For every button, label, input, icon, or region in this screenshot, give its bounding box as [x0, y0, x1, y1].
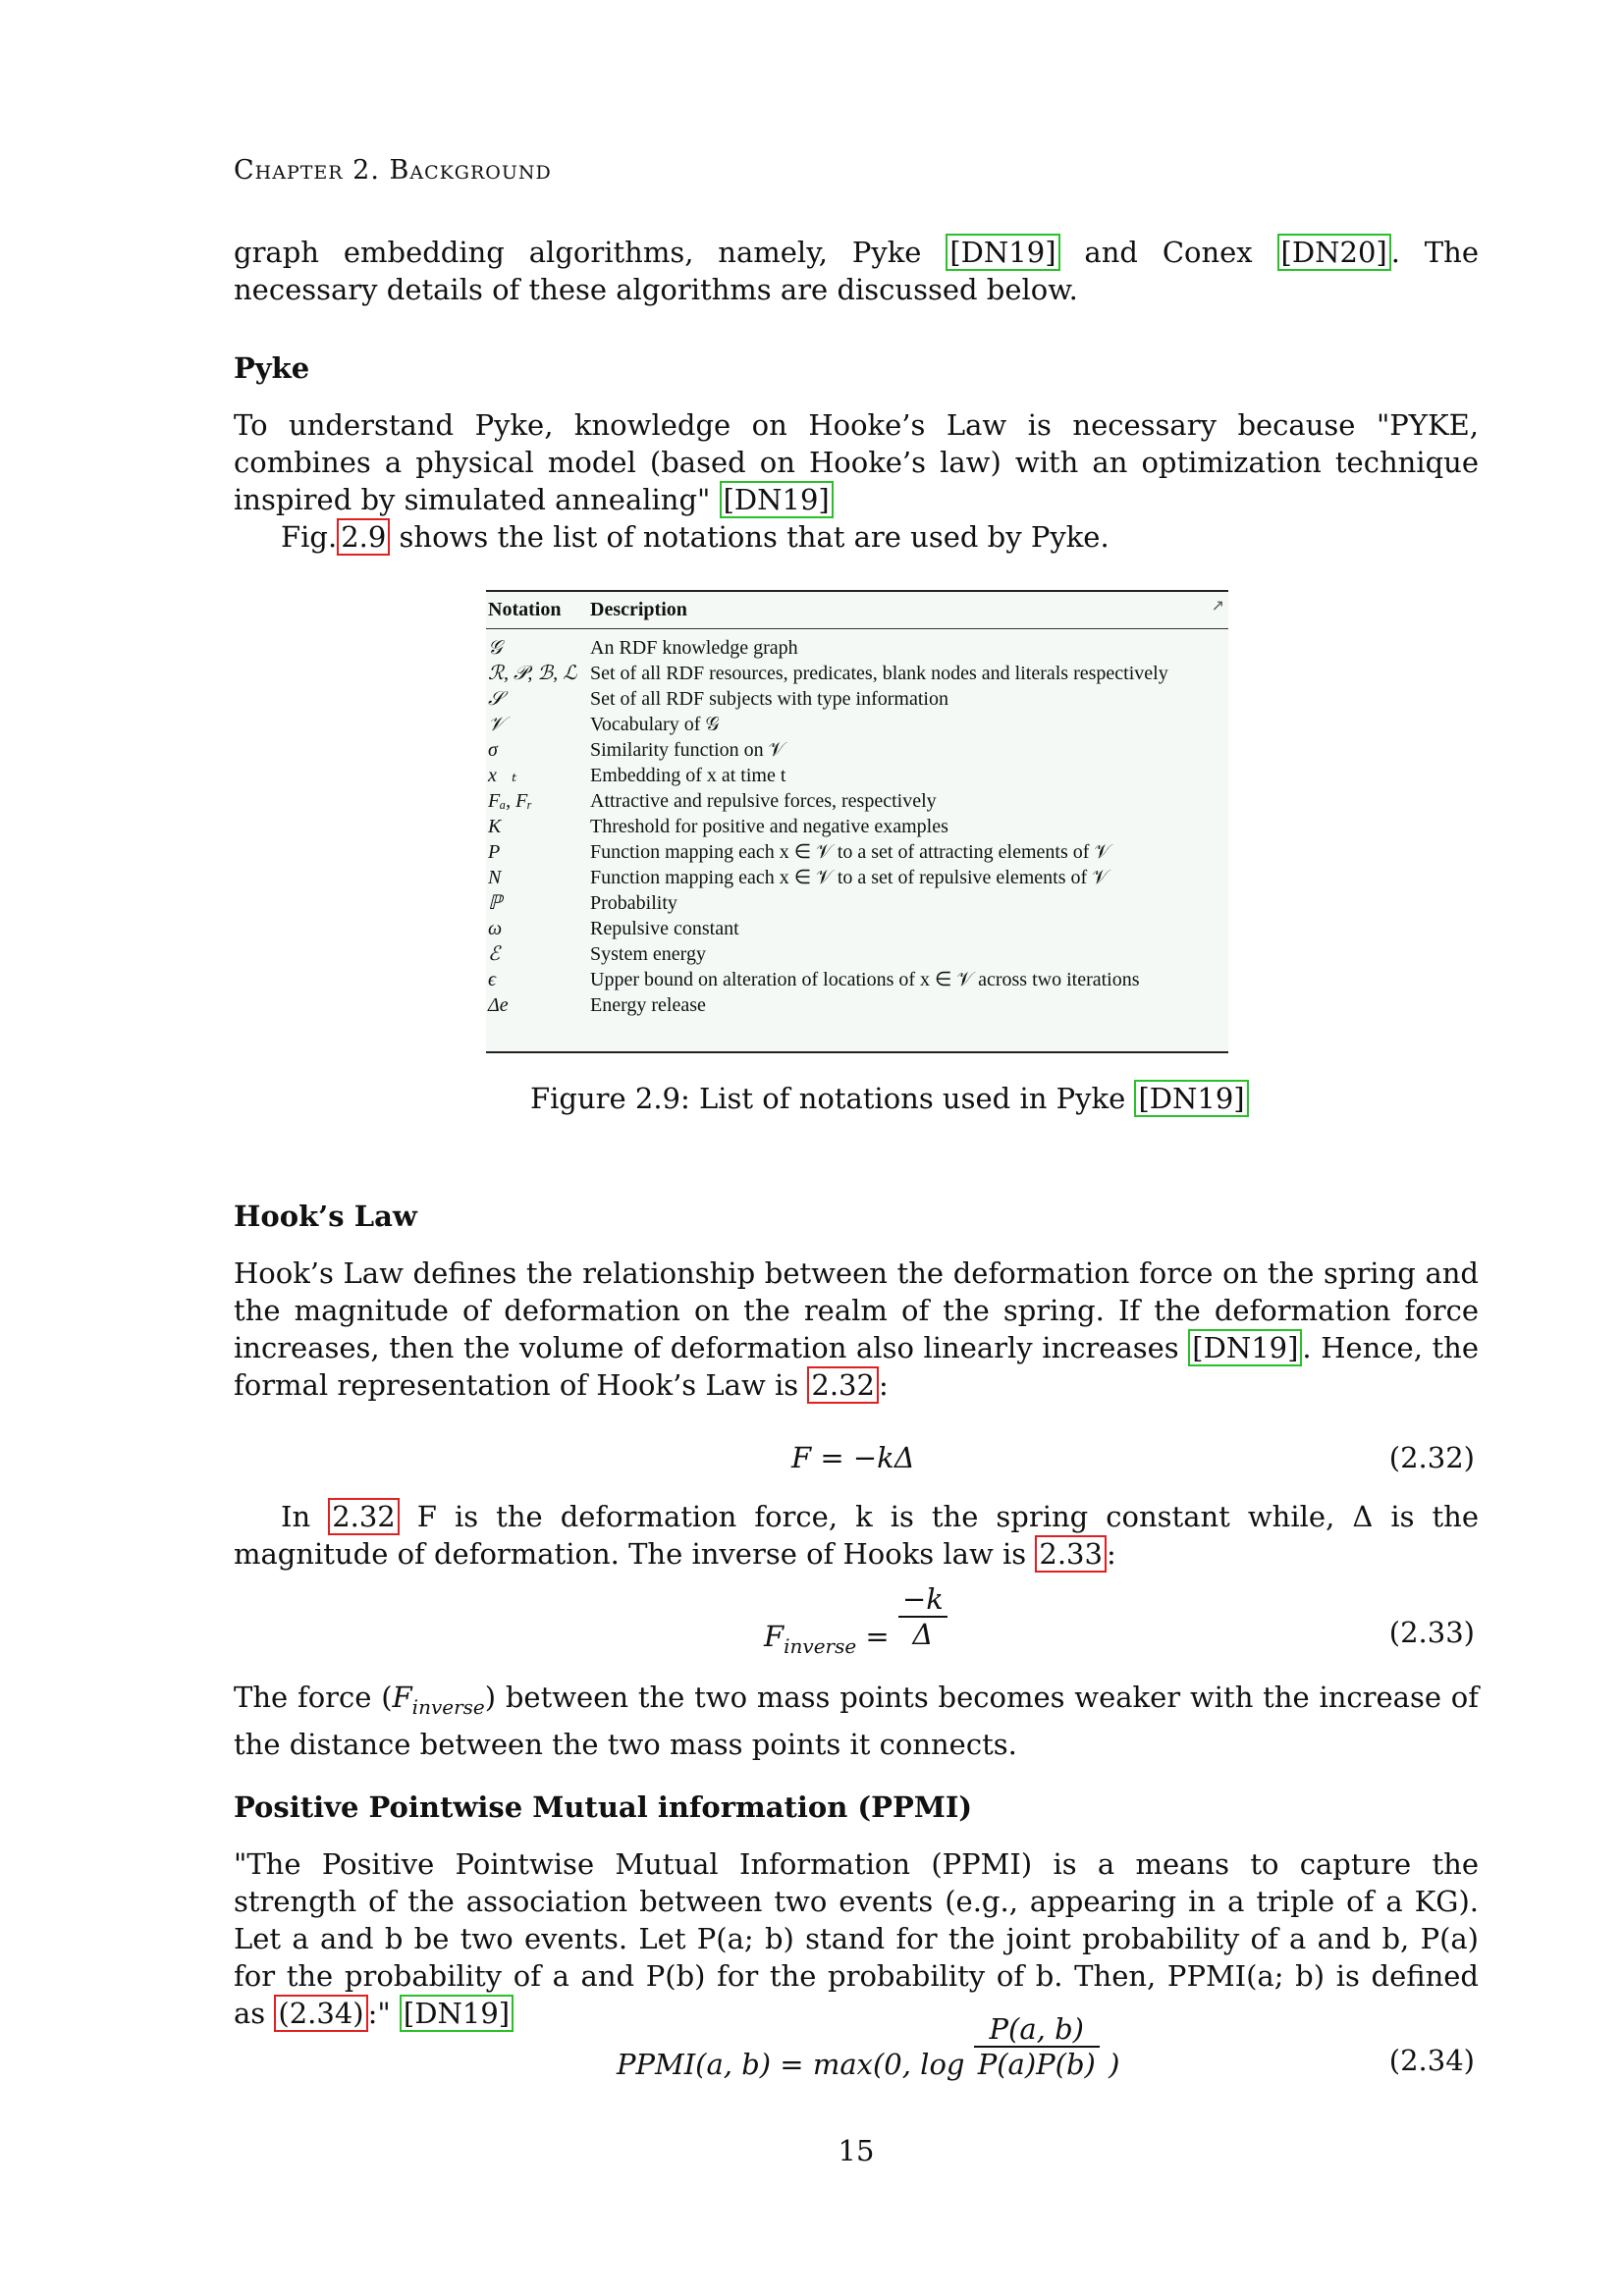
citation-dn19[interactable]: [DN19]	[946, 234, 1059, 271]
notation-cell: ϵ	[488, 969, 497, 990]
description-cell: Attractive and repulsive forces, respectively	[590, 790, 937, 812]
notation-cell: 𝒢	[488, 637, 503, 659]
citation-dn20[interactable]: [DN20]	[1277, 234, 1391, 271]
description-cell: An RDF knowledge graph	[590, 637, 798, 659]
description-cell: Embedding of x at time t	[590, 765, 786, 786]
figure-ref-2-9[interactable]: 2.9	[337, 518, 390, 556]
eq-sub: inverse	[784, 1633, 857, 1658]
page-number: 15	[838, 2134, 875, 2167]
table-row	[486, 814, 1228, 839]
table-row	[486, 967, 1228, 992]
eq-denominator: Δ	[912, 1618, 934, 1651]
intro-text-a: graph embedding algorithms, namely, Pyke	[234, 236, 947, 269]
section-heading-ppmi	[234, 1790, 1479, 1824]
description-cell: System energy	[590, 943, 706, 965]
notation-cell: 𝒱	[488, 714, 505, 735]
description-cell: Probability	[590, 892, 677, 914]
notation-cell: ℛ, 𝒫, ℬ, ℒ	[488, 663, 577, 684]
hooke-text-c: :	[878, 1368, 889, 1402]
description-cell: Function mapping each x ∈ 𝒱 to a set of repulsive elements of 𝒱	[590, 867, 1109, 888]
hooke-text-e: F is the deformation force, k is the spring constant while, Δ is the magnitude of deformation. The inverse of Hooks law is	[234, 1500, 1480, 1571]
running-head: Chapter 2. Background	[234, 155, 552, 186]
description-cell: Function mapping each x ∈ 𝒱 to a set of attracting elements of 𝒱	[590, 841, 1111, 863]
notation-cell: ℰ	[488, 943, 501, 965]
hooke-paragraph-3	[234, 1679, 1479, 1763]
ppmi-text-b: :"	[367, 1997, 400, 2030]
table-row	[486, 737, 1228, 763]
citation-dn19[interactable]: [DN19]	[1188, 1329, 1302, 1366]
section-heading-hooke	[234, 1200, 1479, 1233]
citation-dn19[interactable]: [DN19]	[400, 1995, 514, 2032]
table-row	[486, 839, 1228, 865]
citation-dn19[interactable]: [DN19]	[1134, 1080, 1248, 1117]
table-row	[486, 992, 1228, 1018]
description-cell: Similarity function on 𝒱	[590, 739, 785, 761]
notation-table-figure	[486, 590, 1228, 1053]
fig-ref-prefix: Fig.	[281, 520, 338, 554]
description-cell: Set of all RDF resources, predicates, blank nodes and literals respectively	[590, 663, 1168, 684]
section-heading-pyke	[234, 351, 1479, 385]
intro-text-c: . The necessary details of these algorithms are discussed below.	[234, 236, 1479, 306]
ppmi-paragraph	[234, 1845, 1479, 2032]
description-cell: Repulsive constant	[590, 918, 739, 939]
hooke-text-g: The force (	[234, 1681, 393, 1714]
table-row	[486, 941, 1228, 967]
notation-cell: Fₐ, Fᵣ	[488, 790, 533, 812]
column-header-notation: Notation	[488, 599, 562, 620]
table-row	[486, 788, 1228, 814]
equation-body	[617, 2012, 1120, 2091]
heading-pyke: Pyke	[234, 351, 310, 385]
eq-numerator: P(a, b)	[974, 2012, 1100, 2048]
equation-body	[764, 1582, 947, 1661]
pyke-text-b: shows the list of notations that are used by Pyke.	[390, 520, 1110, 554]
description-cell: Set of all RDF subjects with type information	[590, 688, 948, 710]
figure-caption	[530, 1082, 1249, 1115]
inline-f: F	[392, 1681, 412, 1714]
notation-cell: x⃗ₜ	[488, 765, 517, 786]
notation-cell: Δe	[488, 994, 509, 1016]
hooke-paragraph-2	[234, 1498, 1479, 1573]
hooke-text-f: :	[1106, 1537, 1116, 1571]
notation-cell: P	[488, 841, 501, 863]
eq-equals: =	[856, 1620, 898, 1653]
heading-ppmi: Positive Pointwise Mutual information (PPMI)	[234, 1790, 973, 1824]
eq-denominator: P(a)P(b)	[977, 2048, 1096, 2081]
heading-hooke: Hook’s Law	[234, 1200, 417, 1233]
notation-cell: K	[488, 816, 502, 837]
description-cell: Threshold for positive and negative examples	[590, 816, 948, 837]
hooke-text-b: . Hence, the formal representation of Hook’s Law is	[234, 1331, 1480, 1402]
table-row	[486, 686, 1228, 712]
table-row	[486, 712, 1228, 737]
intro-text-b: and Conex	[1059, 236, 1277, 269]
notation-cell: ω	[488, 918, 503, 939]
table-row	[486, 635, 1228, 661]
notation-cell: 𝒮	[488, 688, 504, 710]
table-row	[486, 763, 1228, 788]
inline-sub: inverse	[411, 1694, 485, 1719]
pyke-text: To understand Pyke, knowledge on Hooke’s Law is necessary because "PYKE, combines a physical model (based on Hooke’s law) with an optimization technique inspired by simulated annealing"	[234, 408, 1479, 516]
notation-cell: N	[488, 867, 502, 888]
hooke-paragraph	[234, 1255, 1479, 1404]
table-header	[486, 592, 1228, 629]
table-row	[486, 661, 1228, 686]
pyke-paragraph	[234, 406, 1479, 556]
table-row	[486, 865, 1228, 890]
expand-icon[interactable]: ↗	[1211, 598, 1224, 614]
notation-cell: σ	[488, 739, 498, 761]
hooke-text-h: ) between the two mass points becomes weaker with the increase of the distance between the two mass points it connects.	[234, 1681, 1479, 1761]
ppmi-text-a: "The Positive Pointwise Mutual Information (PPMI) is a means to capture the strength of the association between two events (e.g., appearing in a triple of a KG). Let a and b be two events. Let P(a; b) stand for the joint probability of a and b, P(a) for the probability of a and P(b) for the probability of b. Then, PPMI(a; b) is defined as	[234, 1847, 1479, 2030]
intro-paragraph	[234, 234, 1479, 308]
hooke-text-a: Hook’s Law defines the relationship between the deformation force on the spring and the magnitude of deformation on the realm of the spring. If the deformation force increases, then the volume of deformation also linearly increases	[234, 1256, 1479, 1364]
equation-ref-2-34[interactable]: (2.34)	[274, 1995, 367, 2032]
eq-numerator: −k	[898, 1582, 947, 1618]
equation-body: F = −kΔ	[791, 1441, 915, 1474]
caption-text: Figure 2.9: List of notations used in Pyke	[530, 1082, 1135, 1115]
notation-cell: ℙ	[488, 892, 503, 914]
equation-ref-2-32[interactable]: 2.32	[328, 1498, 400, 1535]
eq-lhs: PPMI(a, b) = max(0, log	[617, 2048, 974, 2081]
description-cell: Energy release	[590, 994, 706, 1016]
column-header-description: Description	[590, 599, 687, 620]
equation-ref-2-33[interactable]: 2.33	[1035, 1535, 1107, 1573]
table-row	[486, 890, 1228, 916]
table-body	[486, 629, 1228, 1018]
description-cell: Vocabulary of 𝒢	[590, 714, 720, 735]
eq-rhs: )	[1109, 2048, 1120, 2081]
equation-number: (2.33)	[1388, 1616, 1475, 1649]
hooke-text-d: In	[281, 1500, 329, 1533]
equation-number: (2.34)	[1388, 2044, 1475, 2077]
table-row	[486, 916, 1228, 941]
eq-f: F	[764, 1620, 785, 1653]
description-cell: Upper bound on alteration of locations of x ∈ 𝒱 across two iterations	[590, 969, 1140, 990]
equation-number: (2.32)	[1388, 1441, 1475, 1474]
citation-dn19[interactable]: [DN19]	[720, 481, 834, 518]
equation-ref-2-32[interactable]: 2.32	[807, 1366, 879, 1404]
